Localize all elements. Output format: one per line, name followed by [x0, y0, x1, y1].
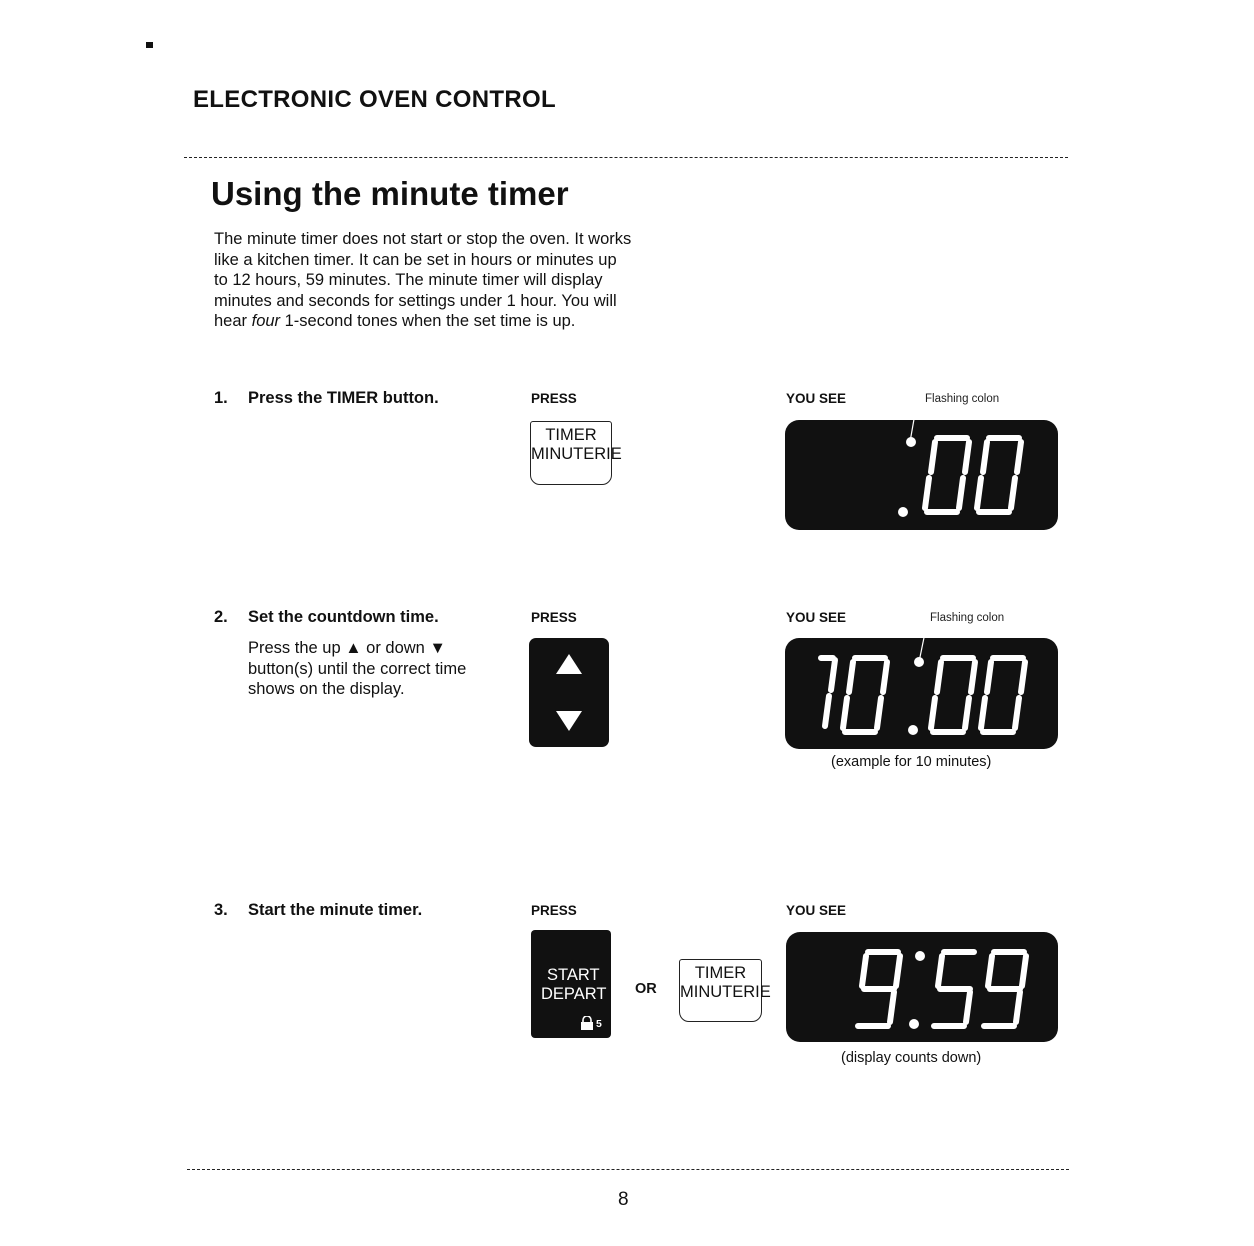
- step-2-caption: (example for 10 minutes): [831, 754, 992, 770]
- step-2-display-digits: [785, 638, 1058, 749]
- timer-button-alt-line1: TIMER: [694, 964, 747, 982]
- step-3-number: 3.: [214, 901, 228, 919]
- step-2-instructions: [248, 638, 498, 700]
- top-rule: [184, 157, 1068, 158]
- bottom-rule: [187, 1169, 1069, 1170]
- step-1-display-readout: [806, 420, 1046, 422]
- lock-icon: [580, 1016, 594, 1030]
- step-1-title: Press the TIMER button.: [248, 389, 439, 407]
- step-1-flashing-colon-note: Flashing colon: [925, 393, 1000, 405]
- timer-button-line1: TIMER: [545, 426, 597, 444]
- lock-hold-seconds: 5: [596, 1018, 602, 1030]
- step-3-caption: (display counts down): [841, 1050, 982, 1066]
- step-2-text-3: button(s) until the correct time shows on the display.: [248, 659, 467, 698]
- down-button[interactable]: [529, 693, 609, 747]
- step-1-display-digits: [785, 420, 1058, 530]
- timer-button-line2: MINUTERIE: [531, 445, 622, 463]
- up-down-buttons: [529, 638, 609, 747]
- step-2-press-label: PRESS: [531, 610, 577, 625]
- step-2-number: 2.: [214, 608, 228, 626]
- start-button-line2: DEPART: [541, 985, 607, 1003]
- intro-text-1: The minute timer does not start or stop the oven. It works like a kitchen timer. It can be set in hours or minutes up to 12 hours, 59 minutes. The minute timer will display minutes and seconds for settings under 1 hour. You will hear: [214, 230, 632, 330]
- timer-button[interactable]: [530, 421, 622, 485]
- step-1-press-label: PRESS: [531, 391, 577, 406]
- up-button[interactable]: [529, 638, 609, 692]
- down-arrow-icon: [556, 711, 582, 731]
- step-3-press-label: PRESS: [531, 903, 577, 918]
- corner-mark: [146, 42, 153, 48]
- step-2-flashing-colon-note: Flashing colon: [930, 612, 1005, 624]
- step-3-title: Start the minute timer.: [248, 901, 423, 919]
- step-2-text-2: or down: [361, 639, 430, 657]
- timer-button-alt-line2: MINUTERIE: [680, 983, 771, 1001]
- page-number: 8: [618, 1189, 629, 1210]
- start-button-line1: START: [547, 966, 600, 984]
- section-header: ELECTRONIC OVEN CONTROL: [193, 86, 556, 113]
- step-2-display: [785, 638, 1058, 749]
- step-2-title: Set the countdown time.: [248, 608, 439, 626]
- step-1-display: [785, 420, 1058, 530]
- timer-button-alt[interactable]: [679, 959, 771, 1022]
- down-triangle-icon: ▼: [429, 639, 446, 657]
- step-2-text-1: Press the up: [248, 639, 346, 657]
- start-button[interactable]: [531, 930, 611, 1038]
- intro-emphasis: four: [251, 312, 281, 330]
- step-3-you-see-label: YOU SEE: [786, 903, 847, 918]
- up-triangle-icon: ▲: [345, 639, 362, 657]
- step-3-display-readout: [806, 932, 1046, 934]
- intro-paragraph: [214, 229, 634, 332]
- step-2-display-readout: [806, 638, 1046, 640]
- step-1-number: 1.: [214, 389, 228, 407]
- or-label: OR: [635, 981, 657, 997]
- up-arrow-icon: [556, 654, 582, 674]
- page-title: Using the minute timer: [211, 175, 569, 212]
- intro-text-2: 1-second tones when the set time is up.: [280, 312, 576, 330]
- step-1-you-see-label: YOU SEE: [786, 391, 847, 406]
- step-2-you-see-label: YOU SEE: [786, 610, 847, 625]
- step-3-display: [786, 932, 1058, 1042]
- step-3-display-digits: [786, 932, 1058, 1042]
